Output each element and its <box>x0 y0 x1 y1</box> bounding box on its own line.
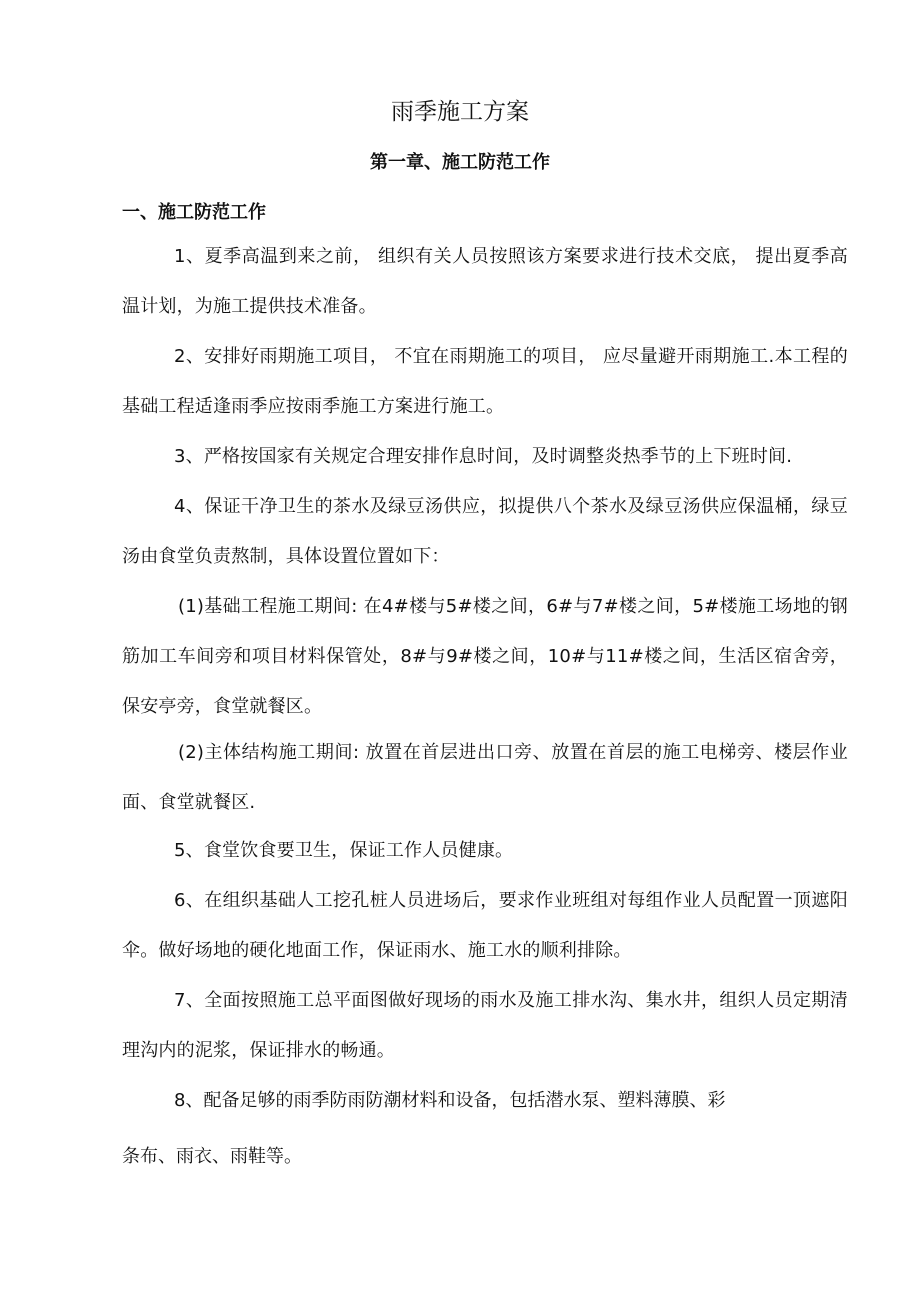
document-title: 雨季施工方案 <box>391 99 529 125</box>
paragraph-8-line-2: 条布、雨衣、雨鞋等。 <box>122 1146 302 1167</box>
paragraph-6: 6、在组织基础人工挖孔桩人员进场后，要求作业班组对每组作业人员配置一顶遮阳伞。做好场地的硬化地面工作，保证雨水、施工水的顺利排除。 <box>122 890 848 961</box>
paragraph-4-item-1: (1)基础工程施工期间: 在4#楼与5#楼之间，6#与7#楼之间，5#楼施工场地的钢筋加工车间旁和项目材料保管处，8#与9#楼之间，10#与11#楼之间，生活区宿舍旁，保安亭旁，食堂就餐区。 <box>122 596 848 717</box>
section-heading: 一、施工防范工作 <box>122 202 266 223</box>
chapter-heading: 第一章、施工防范工作 <box>370 152 550 173</box>
paragraph-4: 4、保证干净卫生的茶水及绿豆汤供应，拟提供八个茶水及绿豆汤供应保温桶，绿豆汤由食堂负责熬制，具体设置位置如下： <box>122 496 848 567</box>
paragraph-3: 3、严格按国家有关规定合理安排作息时间，及时调整炎热季节的上下班时间. <box>174 446 793 467</box>
paragraph-2: 2、安排好雨期施工项目， 不宜在雨期施工的项目， 应尽量避开雨期施工.本工程的基础工程适逢雨季应按雨季施工方案进行施工。 <box>122 346 848 417</box>
paragraph-8-line-1: 8、配备足够的雨季防雨防潮材料和设备，包括潜水泵、塑料薄膜、彩 <box>174 1090 726 1111</box>
paragraph-7: 7、全面按照施工总平面图做好现场的雨水及施工排水沟、集水井，组织人员定期清理沟内的泥浆，保证排水的畅通。 <box>122 990 848 1061</box>
paragraph-4-item-2: (2)主体结构施工期间: 放置在首层进出口旁、放置在首层的施工电梯旁、楼层作业面、食堂就餐区. <box>122 742 848 813</box>
paragraph-1: 1、夏季高温到来之前， 组织有关人员按照该方案要求进行技术交底， 提出夏季高温计划，为施工提供技术准备。 <box>122 246 848 317</box>
paragraph-5: 5、食堂饮食要卫生，保证工作人员健康。 <box>174 840 514 861</box>
